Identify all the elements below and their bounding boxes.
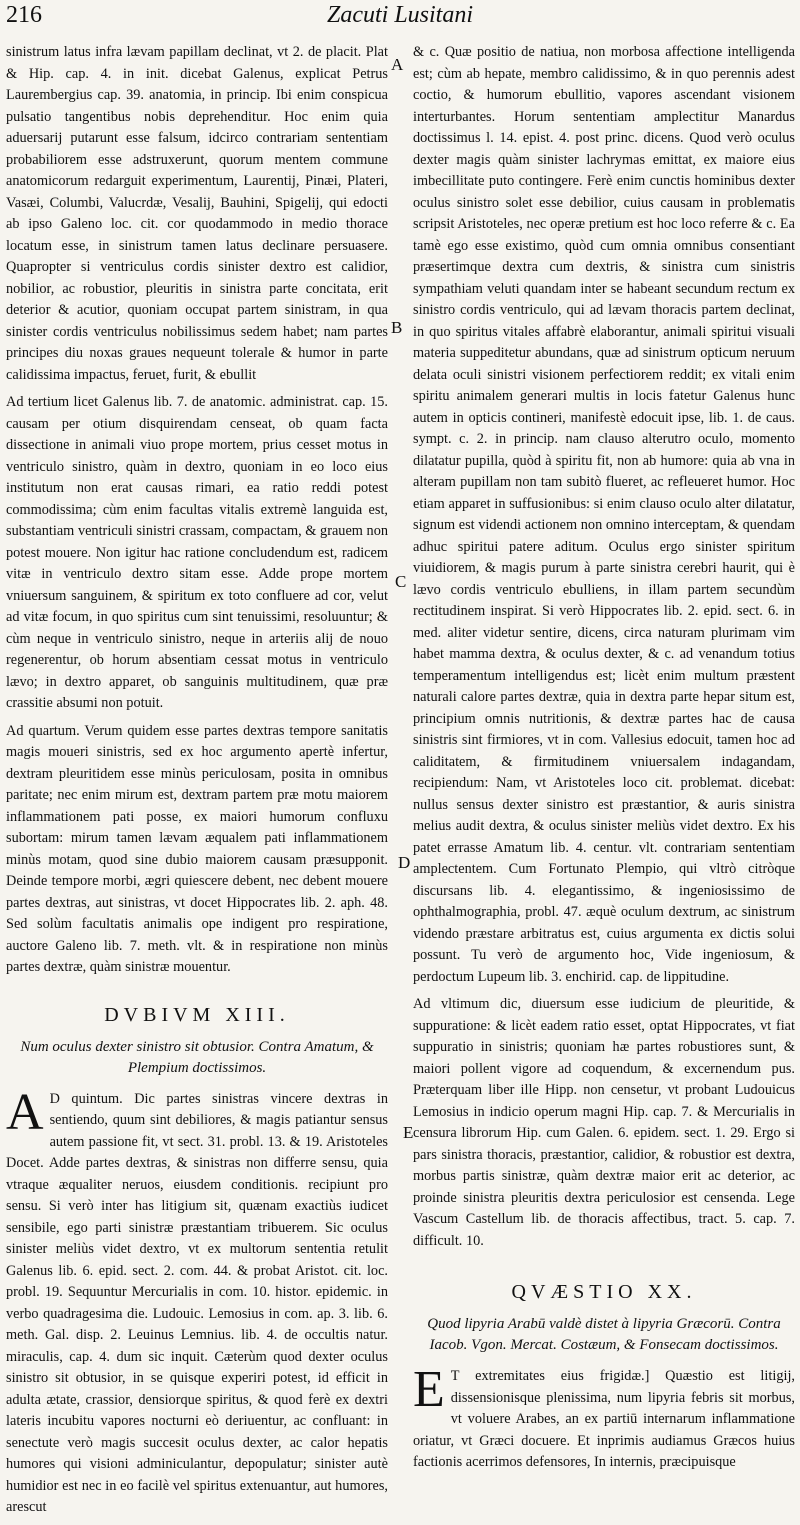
margin-marker-e: E [403,1123,414,1142]
dubium-body [6,1083,388,1519]
left-column [6,42,388,1525]
left-paragraph-3: Ad quartum. Verum quidem esse partes dextras tempore sanitatis magis moueri sinistris, sed ex hoc argumento apertè infertur, dextram pleuritidem esse minùs periculosam, posita in omnibus paritate; nec enim mirum est, dextram partem præ motu maiorem inflammationem pati posse, ex maiori humorum confluxu subortam: mirum tamen lævam æqualem pati inflammationem minùs motam, quod sine dubio maiorem causam præsupponit. Deinde tempore morbi, ægri quiescere debent, nec debent mouere partes dextras, aut sinistras, vt docet Hippocrates lib. 2. aph. 48. Sed solùm facultatis animalis ope indigent pro respiratione, auctore Galeno lib. 7. meth. vlt. & in respiratione non minùs partes dextræ, quàm sinistræ mouentur. [6,722,388,975]
dropcap-e: E [413,1361,445,1418]
left-paragraph-1: sinistrum latus infra lævam papillam declinat, vt 2. de placit. Plat & Hip. cap. 4. in init. dicebat Galenus, explicat Petrus Laurembergius cap. 39. anatomia, in princip. Ibi enim conspicua pulsatio tangentibus nobis deprehenditur. Hoc enim quia aduersarij putarunt esse falsum, idcirco contrariam sententiam probabiliorem esse adstruxerunt, quorum mentem commune anatomicorum redarguit experimentum, Laurentij, Pinæi, Plateri, Vasæi, Columbi, Valucrdæ, Vesalij, Bauhini, Spigelij, qui edocti ab ipso Galeno loc. cit. cor quodammodo in medio thorace locatum esse, in sinistrum tamen latus declinare persuasere. Quapropter si ventriculus cordis sinister dextro est calidior, nobilior, ac robustior, pleuritis in sinistra parte concitata, erit deterior & acutior, quoniam occupat partem sinistram, in qua sinister cordis ventriculus nobilissimus sedem habet; nam partes principes diu noxas graues nequeunt tolerale & humor in parte calidissima impactus, feruet, furit, & ebullit [6,44,388,383]
quaestio-body [413,1361,795,1474]
dubium-paragraph: D quintum. Dic partes sinistras vincere dextras in sentiendo, quum sint debiliores, & magis patiantur sensus autem passione fit, vt sect. 31. probl. 13. & 19. Aristoteles Docet. Adde partes dextras, & sinistras non differre sensu, quia vtraque æqualiter neruos, eiusdem conditionis. recipiunt pro sensu. Si verò inter has litigium sit, quænam exactiùs iudicet sensibile, ego parti sinistræ præstantiam tribuerem. Sic oculus sinister meliùs videt dextro, vt ex multorum sententia retulit Galenus lib. 6. epid. sect. 2. com. 44. & probat Aristot. cit. loc. probl. 19. Sequuntur Mercurialis in com. 10. histor. epidemic. in verbo quadragesima die. Ludouic. Lemosius in com. ap. 3. lib. 6. meth. Gal. disp. 2. Leuinus Lemnius. lib. 4. de occultis natur. miraculis, cap. 4. dum sic inquit. Cæterùm quod dexter oculus sinistro sit obtusior, in se quisque experiri potest, id efficit in adulta ætate, crassior, densiorque spiritus, & quod ferè ex dextri lateris incubitu vapores nocturni eò deriuentur, ac confluant: in senectute verò magis succesit oculus dexter, ac calor hepatis humores qui visioni adminiculantur, depopulatur; sinister autè humidior est nec in eo facilè vel spiritus extenuantur, aut humores, arescut [6,1090,388,1515]
dropcap-a: A [6,1083,44,1141]
left-paragraph-2: Ad tertium licet Galenus lib. 7. de anatomic. administrat. cap. 15. causam per otium disquirendam censeat, ob quam facta dissectione in animali viuo prope mortem, prius cesset motus in ventriculo sinistro, quàm in dextro, quoniam in eo loco eius institutum non erat causas rimari, ea ratio reddi potest commodissima; cùm enim facultas vitalis extremè languida est, substantiam ventriculi sinistri crassam, compactam, & grauem non potest mouere. Non igitur hac ratione concludendum est, radicem vitæ in ventriculo dextro sitam esse. Adde prope mortem vniuersum sanguinem, & spiritum ex toto confluere ad cor, velut ad vitæ focum, in quo spiritus cum sint tenuissimi, resoluuntur; & cùm neque in ventriculo sinistro, neque in arteriis alij de nouo regenerentur, ob horum absentiam cessat motus in ventriculo lævo; in dextro apparet, ob sanguinis multitudinem, quæ præ crassitie absumi non potuit. [6,394,388,711]
right-paragraph-1: & c. Quæ positio de natiua, non morbosa affectione intelligenda est; cùm ab hepate, membro calidissimo, & in quo perennis adest coctio, & humorum ebullitio, vapores ascendant visionem interturbantes. Horum sententiam amplectitur Manardus doctissimus l. 14. epist. 4. post princ. dicens. Quod verò oculus dexter magis quàm sinister lachrymas emittat, ex maiore eius imbecillitate puto contingere. Ferè enim cunctis hominibus dexter oculus sinistro solet esse debilior, cuius causam in problematis scripsit Aristoteles, nec operæ pretium est hoc loco referre & c. Ea tamè ego esse existimo, quòd cum omnia omnibus consentiant præsertimque dextra cum dextris, & sinistra cum sinistris sympathiam veluti quandam inter se habeant secundum rectum ex sinistro cordis ventriculo, qui ad lævam thoracis partem declinat, in quo spiritus vitales affabrè elaborantur, animali spiritui visuali materia suppeditetur abundans, quæ ad sinistrum opticum neruum delata oculi sinistri visionem perfectiorem reddit; ex vitali enim spiritu animalem generari multis in locis fatetur Galenus hunc autem in opticis contineri, manifestè edocuit ipse, lib. 1. de caus. sympt. c. 2. in princip. nam clauso alterutro oculo, momento dilatatur pupilla, quòd à spiritu fit, non ab humore: quia ab vna in alteram pupillam non tam subitò flueret, ac refleueret humor. Hoc etiam apparet in suffusionibus: si enim clauso oculo alter dilatatur, signum est videndi actionem non omnino interceptam, & quendam adhuc spiritui patere aditum. Oculus ergo sinister spiritum viuidiorem, & magis purum à parte sinistra cerebri haurit, qui è lævo cordis ventriculo ebulliens, in illam partem secundùm rectitudinem inspirat. Si verò Hippocrates lib. 2. epid. sect. 6. in med. aliter videtur sentire, dicens, circa naturam plurimam vim habet mamma dextra, & oculus dexter, & c. ad venandum totius temperamentum intelligendus est; licèt enim multum præstent naturali calore partes dextræ, quia in dextra parte hepar situm est, principium omnis nutritionis, & dextræ partes hac de causa sinistris sint firmiores, vt in com. Vallesius edocuit, tamen hoc ad caliditatem, & firmitudinem vniuersalem indagandam, recipiendum: Nam, vt Aristoteles loco cit. problemat. dicebat: nullus sensus dexter sinistro est præstantior, & auris sinistra melius audit dextra, & oculus sinister meliùs videt dextro. Ex his patet errasse Amatum lib. 4. centur. vlt. contrariam sententiam amplectentem. Cum Fortunato Plempio, qui vltrò citròque discursans lib. 4. elegantissimo, & ingeniosissimo de ophthalmographia, probl. 47. æquè oculum dextrum, ac sinistrum videndo præstare arbitratus est, cuius argumenta ex dictis solui possunt. Tu verò de argumento hoc, Vide ingeniosum, & perdoctum Lupeum lib. 3. enchirid. cap. de lippitudine. [413,44,795,985]
quaestio-paragraph: T extremitates eius frigidæ.] Quæstio est litigij, dissensionisque plenissima, num lipyria febris sit morbus, vt voluere Arabes, an ex partiū internarum inflammatione oriatur, vt Græci docuere. Et inprimis audiamus Græcos huius factionis acerrimos defensores, In internis, præcipuisque [413,1368,795,1470]
right-paragraph-2: Ad vltimum dic, diuersum esse iudicium de pleuritide, & suppuratione: & licèt eadem ratio esset, optat Hippocrates, vt fiat suppuratio in sinistris; quoniam hæ partes robustiores sunt, & maiori pollent vigore ad coquendum, & excernendum pus. Præterquam liber ille Hipp. non censetur, vt probant Ludouicus Lemosius in indicio operum magni Hip. cap. 7. & Mercurialis in censura librorum Hip. cum Galen. 6. epidem. sect. 1. 29. Ergo si pars sinistra thoracis, præstantior, calidior, & robustior est dextra, morbus partis sinistræ, quàm dextræ maior erit ac deterior, ac proinde sinistra pleuritis dextra periculosior est censenda. Lege Vascum Castellum lib. de thoracis affectibus, tract. 5. cap. 7. difficult. 10. [413,996,795,1249]
margin-marker-d: D [398,853,411,872]
margin-marker-c: C [395,572,407,591]
dubium-heading: DVBIVM XIII. [104,1003,290,1026]
margin-marker-a: A [391,55,404,74]
page-header [0,0,800,40]
running-title: Zacuti Lusitani [326,2,474,28]
right-column [413,42,795,1480]
margin-marker-b: B [391,318,403,337]
page-number: 216 [6,2,42,28]
dubium-subtitle: Num oculus dexter sinistro sit obtusior. Contra Amatum, & Plempium doctissimos. [20,1038,374,1076]
quaestio-subtitle: Quod lipyria Arabū valdè distet à lipyria Græcorū. Contra Iacob. Vgon. Mercat. Costæum, & Fonsecam doctissimos. [427,1316,781,1353]
quaestio-heading: QVÆSTIO XX. [511,1281,697,1303]
